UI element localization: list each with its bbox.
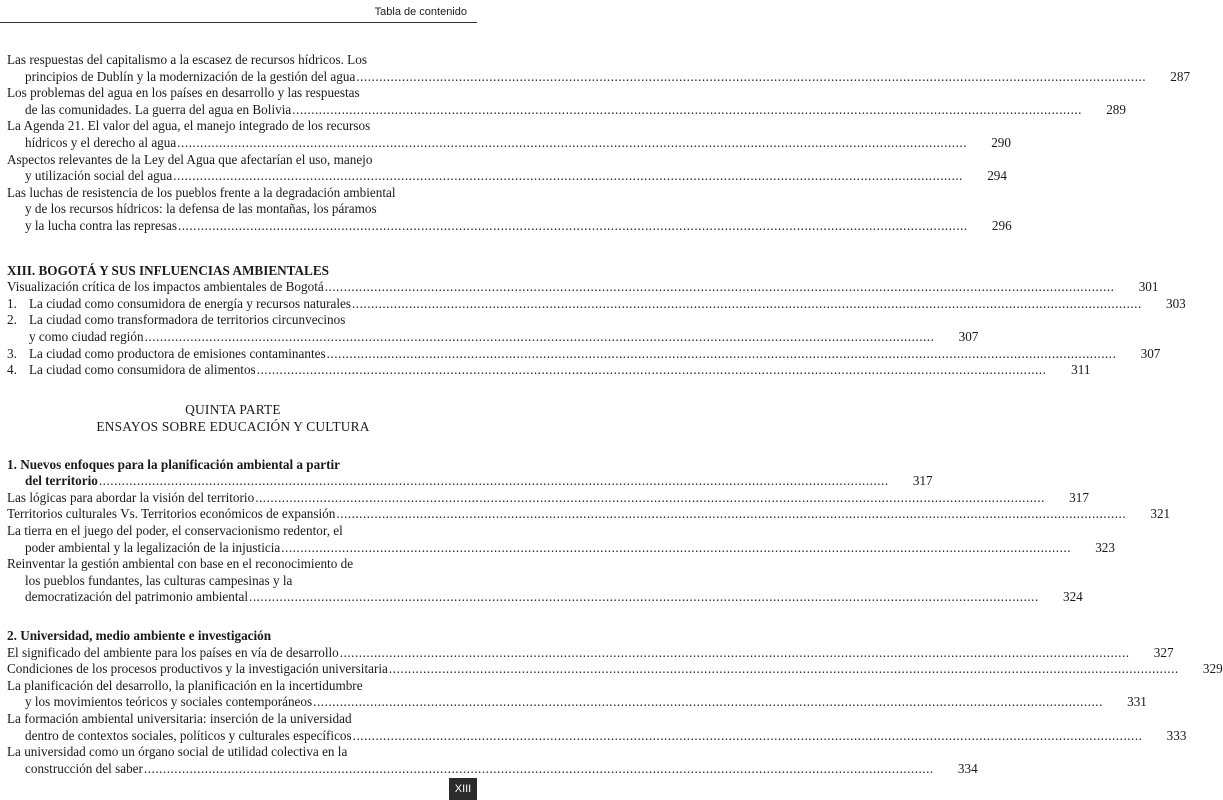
running-header bbox=[0, 0, 477, 28]
section-heading-line: del territorio bbox=[25, 473, 98, 489]
toc-entry[interactable] bbox=[7, 556, 1083, 606]
entry-line: construcción del saber bbox=[25, 760, 143, 776]
page-number-badge: XIII bbox=[449, 778, 477, 800]
entry-line: los pueblos fundantes, las culturas campesinas y la bbox=[25, 572, 293, 588]
item-number: 1. bbox=[7, 295, 17, 311]
dot-leader bbox=[173, 168, 963, 185]
page-number: 323 bbox=[1095, 539, 1115, 555]
dot-leader bbox=[99, 473, 889, 490]
toc-entry[interactable] bbox=[7, 312, 979, 345]
toc-entry[interactable] bbox=[7, 661, 1223, 678]
entry-line: dentro de contextos sociales, políticos y culturales específicos bbox=[25, 727, 352, 743]
toc-entry[interactable] bbox=[7, 506, 1171, 523]
dot-leader bbox=[255, 490, 1045, 507]
dot-leader bbox=[313, 694, 1103, 711]
item-number: 3. bbox=[7, 345, 17, 361]
page-number: 287 bbox=[1170, 68, 1191, 84]
dot-leader bbox=[145, 329, 935, 346]
entry-line: Las luchas de resistencia de los pueblos frente a la degradación ambiental bbox=[7, 184, 396, 200]
entry-line: y de los recursos hídricos: la defensa de las montañas, los páramos bbox=[25, 201, 377, 217]
table-of-contents bbox=[7, 52, 1223, 777]
page-number: 296 bbox=[991, 217, 1012, 233]
entry-line: La formación ambiental universitaria: inserción de la universidad bbox=[7, 711, 352, 726]
entry-line: Reinventar la gestión ambiental con base en el reconocimiento de bbox=[7, 556, 354, 572]
entry-line: La ciudad como transformadora de territorios circunvecinos bbox=[29, 312, 346, 328]
page-number: 334 bbox=[957, 760, 978, 776]
entry-line: Territorios culturales Vs. Territorios económicos de expansión bbox=[7, 506, 336, 522]
page-number: 294 bbox=[987, 168, 1007, 184]
dot-leader bbox=[281, 540, 1071, 557]
entry-line: y como ciudad región bbox=[29, 328, 144, 344]
page-number: 311 bbox=[1071, 362, 1091, 378]
page-number: 303 bbox=[1165, 295, 1186, 311]
toc-entry[interactable] bbox=[7, 52, 1191, 85]
dot-leader bbox=[352, 296, 1142, 313]
entry-line: y utilización social del agua bbox=[25, 168, 173, 184]
dot-leader bbox=[257, 362, 1047, 379]
entry-line: Condiciones de los procesos productivos y la investigación universitaria bbox=[7, 661, 388, 677]
entry-line: de las comunidades. La guerra del agua en Bolivia bbox=[25, 101, 292, 117]
entry-line: democratización del patrimonio ambiental bbox=[25, 589, 249, 605]
entry-line: Las respuestas del capitalismo a la escasez de recursos hídricos. Los bbox=[7, 52, 367, 67]
header-title: Tabla de contenido bbox=[374, 6, 467, 18]
dot-leader bbox=[356, 69, 1146, 86]
page-number: 327 bbox=[1153, 644, 1174, 660]
entry-line: y la lucha contra las represas bbox=[25, 217, 177, 233]
entry-line: La Agenda 21. El valor del agua, el manejo integrado de los recursos bbox=[7, 118, 371, 134]
section-heading[interactable]: 2. Universidad, medio ambiente e investigación bbox=[7, 628, 272, 644]
page-number: 307 bbox=[958, 328, 979, 344]
dot-leader bbox=[336, 506, 1126, 523]
entry-line: La tierra en el juego del poder, el conservacionismo redentor, el bbox=[7, 523, 343, 539]
item-number: 2. bbox=[7, 312, 17, 328]
entry-line: poder ambiental y la legalización de la injusticia bbox=[25, 539, 281, 555]
entry-line: Aspectos relevantes de la Ley del Agua que afectarían el uso, manejo bbox=[7, 151, 373, 167]
page-number: 289 bbox=[1106, 101, 1126, 117]
entry-line: La ciudad como consumidora de alimentos bbox=[29, 362, 256, 378]
entry-line: La ciudad como consumidora de energía y recursos naturales bbox=[29, 295, 351, 311]
entry-line: El significado del ambiente para los países en vía de desarrollo bbox=[7, 644, 339, 660]
entry-line: Visualización crítica de los impactos ambientales de Bogotá bbox=[7, 279, 324, 295]
entry-line: Los problemas del agua en los países en desarrollo y las respuestas bbox=[7, 85, 360, 101]
dot-leader bbox=[292, 102, 1082, 119]
page-number: 331 bbox=[1127, 694, 1147, 710]
entry-line: hídricos y el derecho al agua bbox=[25, 134, 177, 150]
dot-leader bbox=[178, 218, 968, 235]
dot-leader bbox=[325, 279, 1115, 296]
toc-entry[interactable] bbox=[7, 184, 1012, 235]
page-number: 324 bbox=[1062, 589, 1083, 605]
chapter-heading[interactable]: XIII. BOGOTÁ Y SUS INFLUENCIAS AMBIENTALES bbox=[7, 262, 329, 278]
entry-line: Las lógicas para abordar la visión del territorio bbox=[7, 489, 255, 505]
section-heading-line: 1. Nuevos enfoques para la planificación ambiental a partir bbox=[7, 456, 340, 472]
toc-entry[interactable] bbox=[7, 85, 1126, 118]
toc-entry[interactable] bbox=[7, 711, 1187, 744]
toc-entry[interactable] bbox=[7, 644, 1174, 662]
page-number: 317 bbox=[1069, 489, 1089, 505]
toc-entry[interactable] bbox=[7, 279, 1159, 296]
toc-entry[interactable] bbox=[7, 345, 1161, 363]
page-number: 290 bbox=[991, 134, 1011, 150]
entry-line: y los movimientos teóricos y sociales contemporáneos bbox=[25, 694, 313, 710]
toc-entry[interactable] bbox=[7, 456, 933, 490]
dot-leader bbox=[249, 589, 1039, 606]
dot-leader bbox=[144, 761, 934, 778]
page-number: 307 bbox=[1140, 345, 1161, 361]
dot-leader bbox=[177, 135, 967, 152]
page-number: 329 bbox=[1202, 661, 1223, 677]
item-number: 4. bbox=[7, 362, 17, 378]
header-rule bbox=[0, 22, 477, 23]
dot-leader bbox=[327, 346, 1117, 363]
dot-leader bbox=[389, 661, 1179, 678]
page-number: 333 bbox=[1166, 727, 1187, 743]
dot-leader bbox=[340, 645, 1130, 662]
page-number: 301 bbox=[1138, 279, 1159, 295]
page-number: 317 bbox=[912, 473, 933, 489]
toc-entry[interactable] bbox=[7, 118, 1011, 151]
toc-entry[interactable] bbox=[7, 523, 1115, 556]
part-subheading: ENSAYOS SOBRE EDUCACIÓN Y CULTURA bbox=[96, 418, 370, 434]
toc-entry[interactable] bbox=[7, 362, 1091, 379]
entry-line: La ciudad como productora de emisiones contaminantes bbox=[29, 345, 326, 361]
toc-entry[interactable] bbox=[7, 677, 1147, 711]
toc-entry[interactable] bbox=[7, 489, 1089, 507]
toc-entry[interactable] bbox=[7, 295, 1186, 313]
entry-line: La planificación del desarrollo, la planificación en la incertidumbre bbox=[7, 677, 363, 693]
page-number: 321 bbox=[1150, 506, 1171, 522]
entry-line: La universidad como un órgano social de utilidad colectiva en la bbox=[7, 744, 348, 760]
part-heading: QUINTA PARTE bbox=[185, 401, 281, 417]
entry-line: principios de Dublín y la modernización de la gestión del agua bbox=[25, 68, 356, 84]
toc-entry[interactable] bbox=[7, 151, 1007, 185]
dot-leader bbox=[353, 728, 1143, 745]
toc-entry[interactable] bbox=[7, 744, 978, 777]
